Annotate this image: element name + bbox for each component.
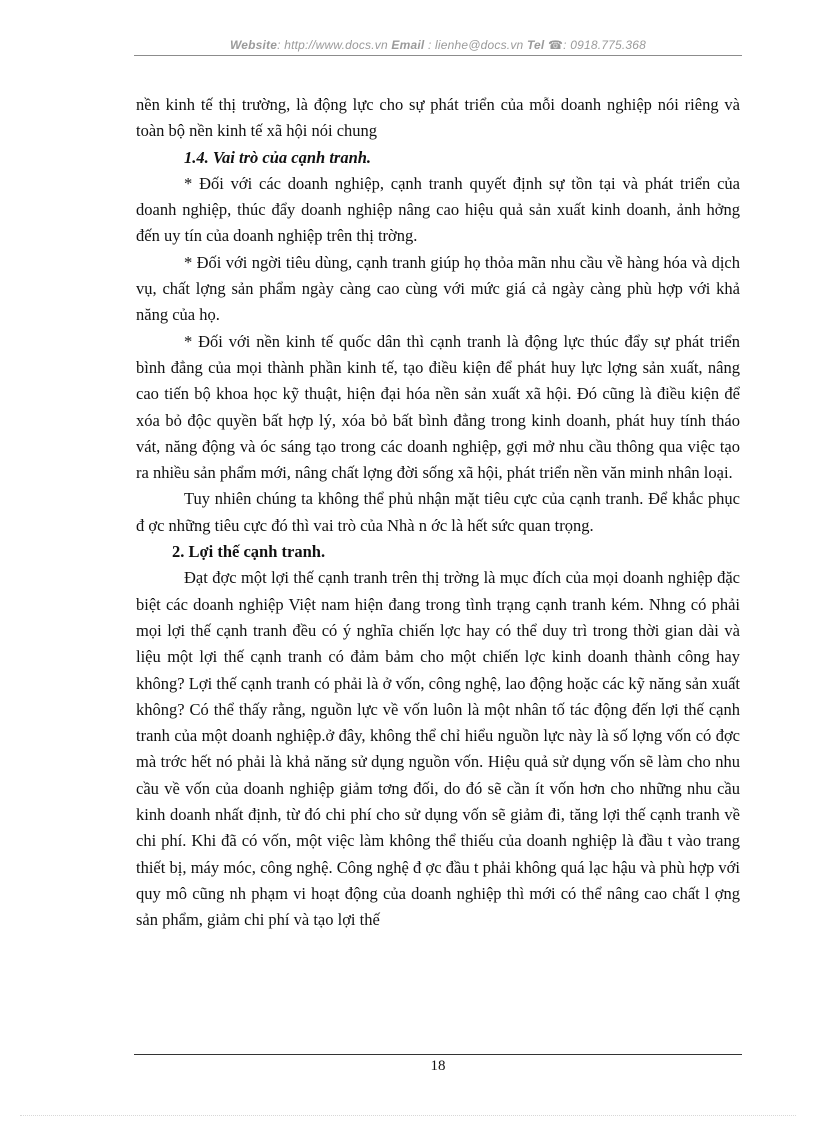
email-address[interactable]: lienhe@docs.vn [435, 38, 524, 52]
phone-icon: ☎ [548, 38, 564, 52]
page-number: 18 [430, 1058, 446, 1074]
header-rule [134, 55, 742, 56]
paragraph-negative-aspects: Tuy nhiên chúng ta không thể phủ nhận mặt tiêu cực của cạnh tranh. Để khắc phục đ ợc những tiêu cực đó thì vai trò của Nhà n ớc là hết sức quan trọng. [136, 489, 740, 535]
paragraph-businesses: * Đối với các doanh nghiệp, cạnh tranh quyết định sự tồn tại và phát triển của doanh nghiệp, thúc đẩy doanh nghiệp nâng cao hiệu quả sản xuất kinh doanh, ảnh hởng đến uy tín của doanh nghiệp trên thị trờng. [136, 173, 740, 246]
paragraph-national-economy: * Đối với nền kinh tế quốc dân thì cạnh tranh là động lực thúc đẩy sự phát triển bình đẳng của mọi thành phần kinh tế, tạo điều kiện để phát huy lực lợng sản xuất, nâng cao tiến bộ khoa học kỹ thuật, hiện đại hóa nền sản xuất xã hội. Đó cũng là điều kiện để xóa bỏ độc quyền bất hợp lý, xóa bỏ bất bình đẳng trong kinh doanh, phát huy tính tháo vát, năng động và óc sáng tạo trong các doanh nghiệp, gợi mở nhu cầu thông qua việc tạo ra nhiều sản phẩm mới, nâng chất lợng đời sống xã hội, phát triển nền văn minh nhân loại. [136, 331, 740, 483]
paragraph-competitive-advantage: Đạt đợc một lợi thế cạnh tranh trên thị trờng là mục đích của mọi doanh nghiệp đặc biệt các doanh nghiệp Việt nam hiện đang trong tình trạng cạnh tranh kém. Nhng có phải mọi lợi thế cạnh tranh đều có ý nghĩa chiến lợc hay có thể duy trì trong thời gian dài và liệu một lợi thế cạnh tranh có đảm bảm cho một chiến lợc kinh doanh thành công hay không? Lợi thế cạnh tranh có phải là ở vốn, công nghệ, lao động hoặc các kỹ năng sản xuất không? Có thể thấy rằng, nguồn lực về vốn luôn là một nhân tố tác động đến lợi thế cạnh tranh của một doanh nghiệp.ở đây, không thể chỉ hiểu nguồn lực này là số lợng vốn có đợc mà trớc hết nó phải là khả năng sử dụng nguồn vốn. Hiệu quả sử dụng vốn sẽ làm cho nhu cầu về vốn của doanh nghiệp giảm tơng đối, do đó sẽ cần ít vốn hơn cho những nhu cầu kinh doanh nhất định, từ đó chi phí cho sử dụng vốn sẽ giảm đi, tăng lợi thế cạnh tranh về chi phí. Khi đã có vốn, một việc làm không thể thiếu của doanh nghiệp là đầu t vào trang thiết bị, máy móc, công nghệ. Công nghệ đ ợc đầu t phải không quá lạc hậu và phù hợp với quy mô cũng nh phạm vi hoạt động của doanh nghiệp thì mới có thể nâng cao chất l ợng sản phẩm, giảm chi phí và tạo lợi thế [136, 568, 740, 930]
tel-label: Tel [526, 38, 545, 52]
email-separator: : [424, 38, 436, 52]
footer-rule [134, 1054, 742, 1055]
page-header [134, 38, 742, 52]
paragraph-intro: nền kinh tế thị trường, là động lực cho sự phát triển của mỗi doanh nghiệp nói riêng và toàn bộ nền kinh tế xã hội nói chung [136, 95, 740, 141]
document-body [136, 92, 740, 934]
tel-number: : 0918.775.368 [563, 38, 647, 52]
website-separator: : [277, 38, 285, 52]
website-url[interactable]: http://www.docs.vn [284, 38, 388, 52]
email-label: Email [391, 38, 425, 52]
website-label: Website [229, 38, 278, 52]
paragraph-consumers: * Đối với ngời tiêu dùng, cạnh tranh giúp họ thỏa mãn nhu cầu về hàng hóa và dịch vụ, chất lợng sản phẩm ngày càng cao cùng với mức giá cả ngày càng phù hợp với khả năng của họ. [136, 252, 740, 325]
section-heading-role-of-competition: 1.4. Vai trò của cạnh tranh. [184, 147, 372, 167]
page-bottom-border [20, 1115, 796, 1116]
section-heading-competitive-advantage: 2. Lợi thế cạnh tranh. [172, 542, 326, 562]
